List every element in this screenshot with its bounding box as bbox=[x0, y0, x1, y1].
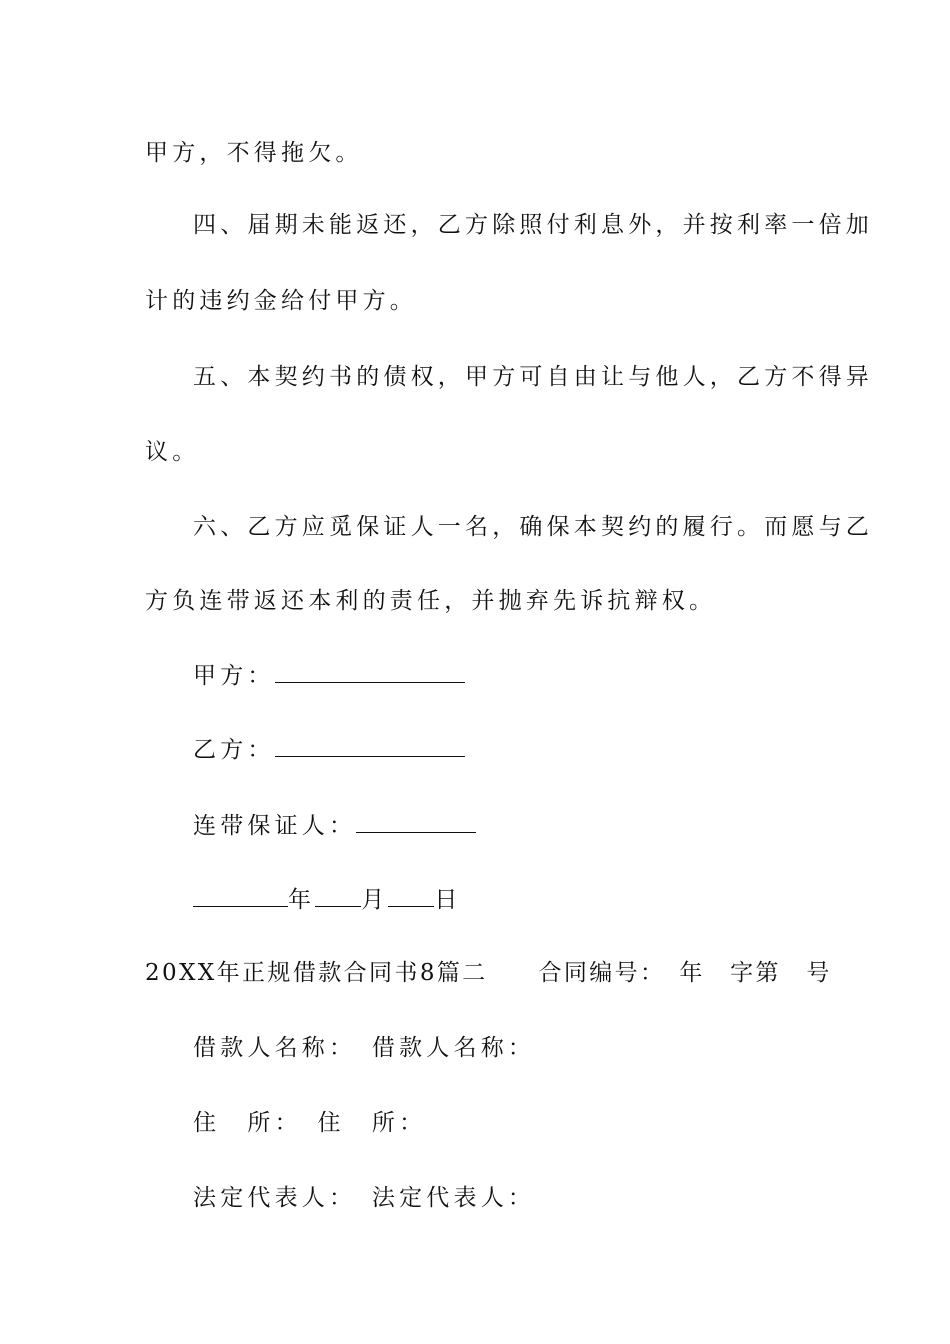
section-heading: 20XX年正规借款合同书8篇二 合同编号： 年 字第 号 bbox=[145, 960, 832, 986]
paragraph-text: 五、本契约书的债权，甲方可自由让与他人，乙方不得异 bbox=[193, 364, 873, 390]
year-label: 年 bbox=[288, 887, 316, 913]
month-blank bbox=[315, 884, 361, 907]
paragraph-text: 议。 bbox=[145, 439, 200, 465]
day-label: 日 bbox=[434, 887, 462, 913]
party-b-signature-line bbox=[193, 734, 465, 765]
guarantor-blank bbox=[356, 810, 476, 833]
borrower-name-field: 借款人名称： 借款人名称： bbox=[193, 1035, 536, 1061]
party-a-blank bbox=[275, 660, 465, 683]
date-line bbox=[193, 884, 462, 915]
party-b-label: 乙方： bbox=[193, 737, 275, 763]
paragraph-text: 计的违约金给付甲方。 bbox=[145, 288, 417, 314]
guarantor-label: 连带保证人： bbox=[193, 813, 357, 839]
paragraph-text: 六、乙方应觅保证人一名，确保本契约的履行。而愿与乙 bbox=[193, 514, 873, 540]
party-a-label: 甲方： bbox=[193, 663, 275, 689]
party-a-signature-line bbox=[193, 660, 465, 691]
paragraph-text: 四、届期未能返还，乙方除照付利息外，并按利率一倍加 bbox=[193, 212, 873, 238]
address-field: 住 所： 住 所： bbox=[193, 1110, 427, 1136]
guarantor-signature-line bbox=[193, 810, 476, 841]
paragraph-text: 甲方，不得拖欠。 bbox=[145, 140, 363, 166]
party-b-blank bbox=[275, 734, 465, 757]
day-blank bbox=[388, 884, 434, 907]
year-blank bbox=[193, 884, 288, 907]
month-label: 月 bbox=[361, 887, 389, 913]
legal-representative-field: 法定代表人： 法定代表人： bbox=[193, 1185, 536, 1211]
paragraph-text: 方负连带返还本利的责任，并抛弃先诉抗辩权。 bbox=[145, 588, 717, 614]
